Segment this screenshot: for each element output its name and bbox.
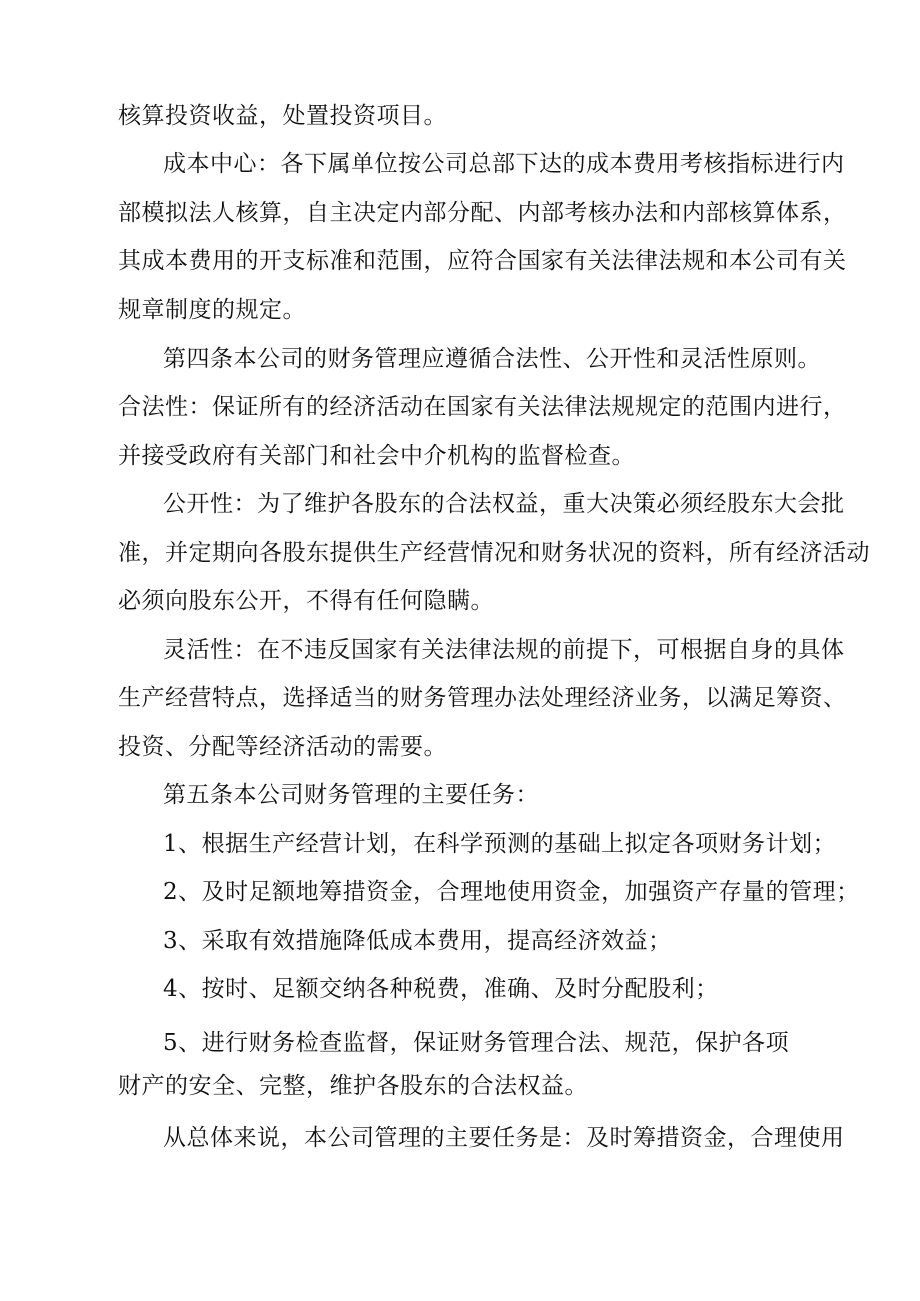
text-line: 必须向股东公开，不得有任何隐瞒。 <box>118 588 494 614</box>
text-line: 并接受政府有关部门和社会中介机构的监督检查。 <box>118 443 635 469</box>
text-line: 部模拟法人核算，自主决定内部分配、内部考核办法和内部核算体系， <box>118 200 847 226</box>
text-line: 第五条本公司财务管理的主要任务： <box>163 782 539 808</box>
text-line: 1、根据生产经营计划，在科学预测的基础上拟定各项财务计划； <box>163 831 837 857</box>
text-line: 第四条本公司的财务管理应遵循合法性、公开性和灵活性原则。 <box>163 346 821 372</box>
text-line: 从总体来说，本公司管理的主要任务是：及时筹措资金，合理使用 <box>163 1125 845 1151</box>
text-line: 2、及时足额地筹措资金，合理地使用资金，加强资产存量的管理； <box>163 879 860 905</box>
text-line: 3、采取有效措施降低成本费用，提高经济效益； <box>163 928 672 954</box>
text-line: 投资、分配等经济活动的需要。 <box>118 734 447 760</box>
text-line: 生产经营特点，选择适当的财务管理办法处理经济业务，以满足筹资、 <box>118 685 847 711</box>
text-line: 公开性：为了维护各股东的合法权益，重大决策必须经股东大会批 <box>163 491 845 517</box>
text-line: 财产的安全、完整，维护各股东的合法权益。 <box>118 1073 588 1099</box>
text-line: 其成本费用的开支标准和范围，应符合国家有关法律法规和本公司有关 <box>118 248 847 274</box>
text-line: 准，并定期向各股东提供生产经营情况和财务状况的资料，所有经济活动 <box>118 540 870 566</box>
text-line: 规章制度的规定。 <box>118 297 306 323</box>
text-line: 灵活性：在不违反国家有关法律法规的前提下，可根据自身的具体 <box>163 637 845 663</box>
text-line: 4、按时、足额交纳各种税费，准确、及时分配股利； <box>163 976 719 1002</box>
text-line: 5、进行财务检查监督，保证财务管理合法、规范，保护各项 <box>163 1030 790 1056</box>
text-line: 合法性：保证所有的经济活动在国家有关法律法规规定的范围内进行， <box>118 394 847 420</box>
text-line: 成本中心：各下属单位按公司总部下达的成本费用考核指标进行内 <box>163 151 845 177</box>
text-line: 核算投资收益，处置投资项目。 <box>118 103 447 129</box>
